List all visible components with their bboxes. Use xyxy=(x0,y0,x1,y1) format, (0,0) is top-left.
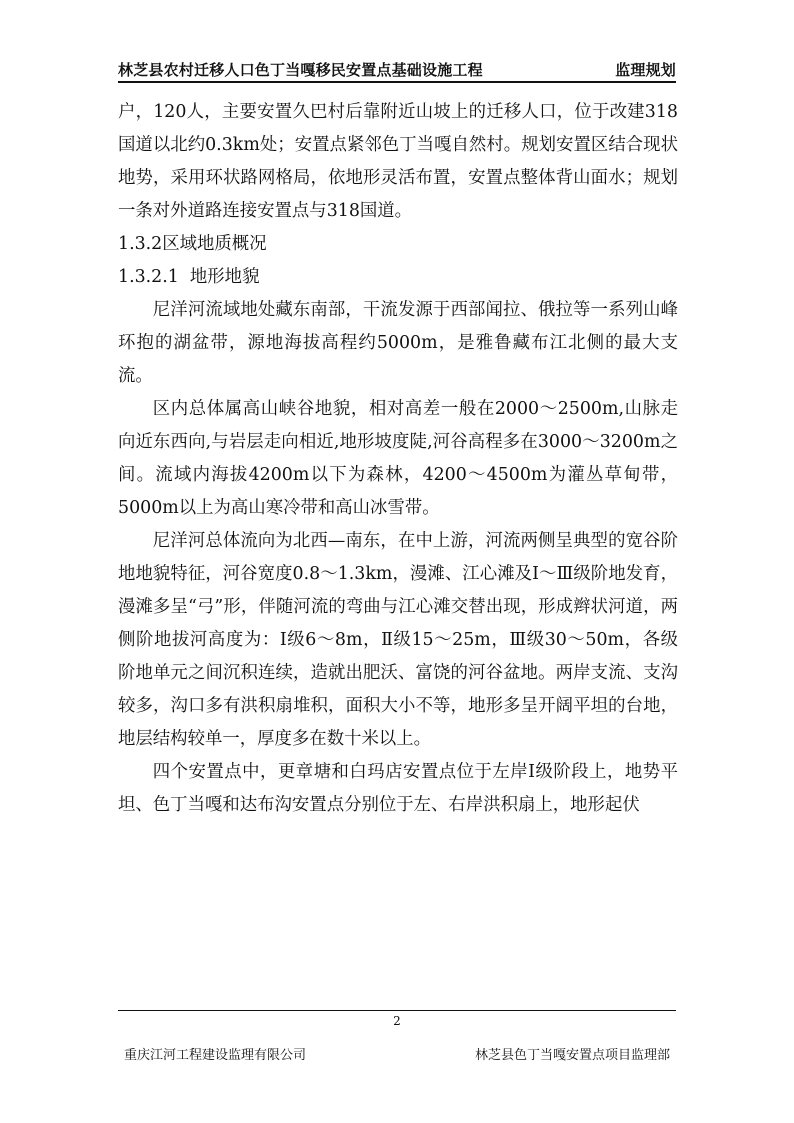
header-doc-type: 监理规划 xyxy=(615,61,676,79)
paragraph-1: 户，120人，主要安置久巴村后靠附近山坡上的迁移人口，位于改建318国道以北约0.3km处；安置点紧邻色丁当嘎自然村。规划安置区结合现状地势，采用环状路网格局，依地形灵活布置，安置点整体背山面水；规划一条对外道路连接安置点与318国道。 xyxy=(118,102,678,221)
footer-rule xyxy=(118,1010,676,1011)
paragraph-3: 区内总体属高山峡谷地貌，相对高差一般在2000～2500m,山脉走向近东西向,与岩层走向相近,地形坡度陡,河谷高程多在3000～3200m之间。流域内海拔4200m以下为森林，4200～4500m为灌丛草甸带，5000m以上为高山寒冷带和高山冰雪带。 xyxy=(118,399,678,518)
footer-company: 重庆江河工程建设监理有限公司 xyxy=(124,1048,307,1063)
paragraph-4: 尼洋河总体流向为北西—南东，在中上游，河流两侧呈典型的宽谷阶地地貌特征，河谷宽度0.8～1.3km，漫滩、江心滩及Ⅰ～Ⅲ级阶地发育，漫滩多呈“弓”形，伴随河流的弯曲与江心滩交替出现，形成辫状河道，两侧阶地拔河高度为：Ⅰ级6～8m，Ⅱ级15～25m，Ⅲ级30～50m，各级阶地单元之间沉积连续，造就出肥沃、富饶的河谷盆地。两岸支流、支沟较多，沟口多有洪积扇堆积，面积大小不等，地形多呈开阔平坦的台地，地层结构较单一，厚度多在数十米以上。 xyxy=(118,531,678,749)
section-heading-1-3-2-1: 1.3.2.1 地形地貌 xyxy=(118,267,260,287)
paragraph-5: 四个安置点中，更章塘和白玛店安置点位于左岸Ⅰ级阶段上，地势平坦、色丁当嘎和达布沟安置点分别位于左、右岸洪积扇上，地形起伏 xyxy=(118,762,678,815)
page-footer xyxy=(124,1044,670,1063)
footer-department: 林芝县色丁当嘎安置点项目监理部 xyxy=(474,1048,670,1063)
paragraph-2: 尼洋河流域地处藏东南部，干流发源于西部闻拉、俄拉等一系列山峰环抱的湖盆带，源地海拔高程约5000m，是雅鲁藏布江北侧的最大支流。 xyxy=(118,300,678,386)
page-number: 2 xyxy=(393,1014,401,1028)
page-header xyxy=(118,56,676,80)
header-rule xyxy=(118,81,676,83)
header-title: 林芝县农村迁移人口色丁当嘎移民安置点基础设施工程 xyxy=(118,61,483,79)
section-heading-1-3-2: 1.3.2区域地质概况 xyxy=(118,234,267,254)
body-text xyxy=(118,96,678,822)
